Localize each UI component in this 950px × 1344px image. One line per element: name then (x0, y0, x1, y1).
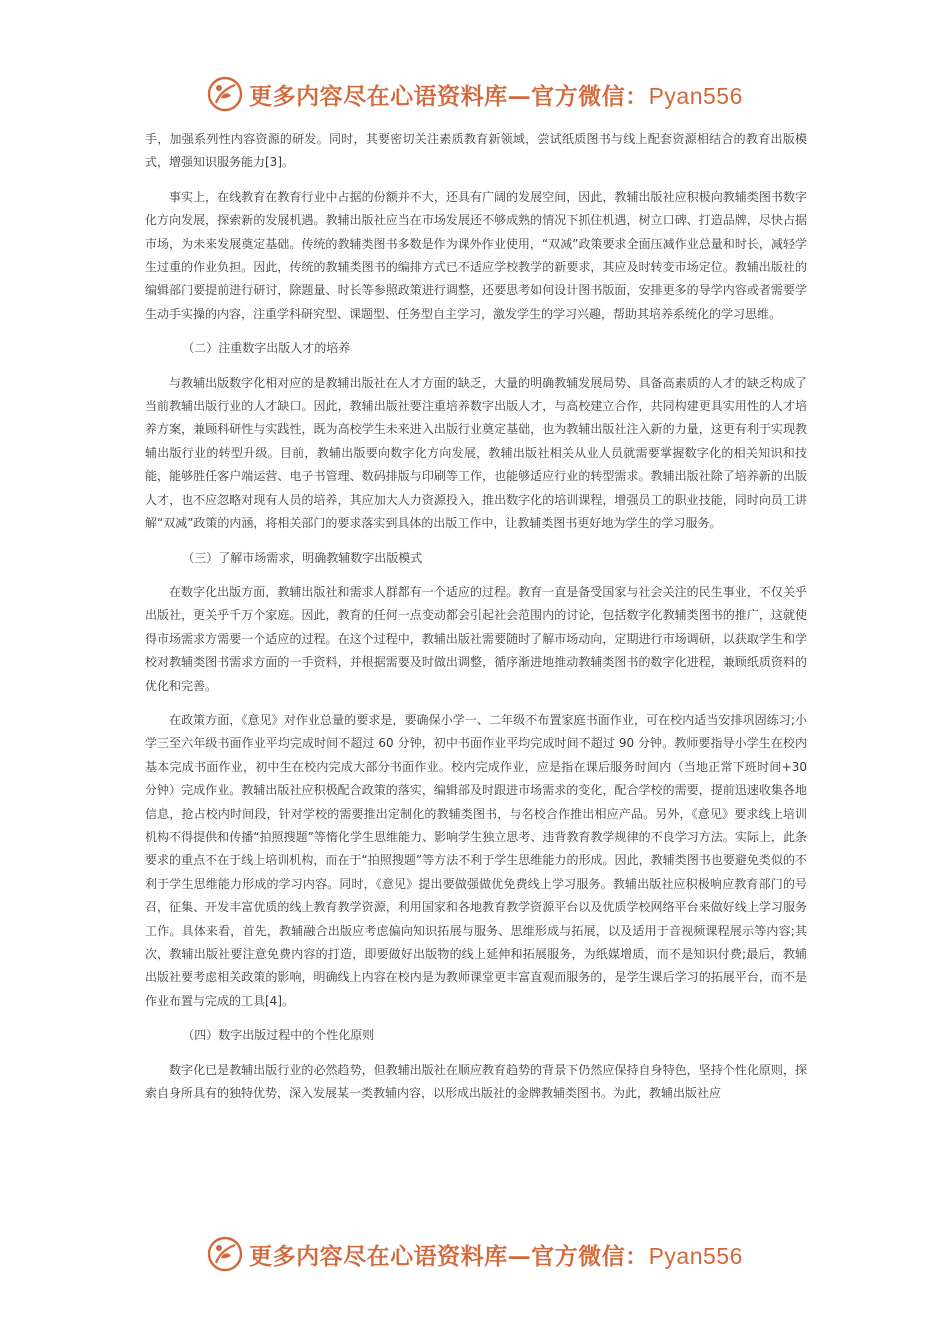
header-banner (0, 74, 950, 114)
banner-text (249, 1238, 743, 1271)
footer-banner (0, 1234, 950, 1274)
paragraph: 与教辅出版数字化相对应的是教辅出版社在人才方面的缺乏，大量的明确教辅发展局势、具备高素质的人才的缺乏构成了当前教辅出版行业的人才缺口。因此，教辅出版社要注重培养数字出版人才，与高校建立合作，共同构建更具实用性的人才培养方案，兼顾科研性与实践性，既为高校学生未来进入出版行业奠定基础，也为教辅出版社注入新的力量，这更有利于实现教辅出版行业的转型升级。目前，教辅出版要向数字化方向发展，教辅出版社相关从业人员就需要掌握数字化的相关知识和技能，能够胜任客户端运营、电子书管理、数码排版与印刷等工作，也能够适应行业的转型需求。教辅出版社除了培养新的出版人才，也不应忽略对现有人员的培养，其应加大人力资源投入，推出数字化的培训课程，增强员工的职业技能，同时向员工讲解“双减”政策的内涵，将相关部门的要求落实到具体的出版工作中，让教辅类图书更好地为学生的学习服务。 (145, 375, 807, 531)
flower-logo-icon (207, 1236, 243, 1272)
document-body (145, 128, 807, 1116)
paragraph: 事实上，在线教育在教育行业中占据的份额并不大，还具有广阔的发展空间，因此，教辅出版社应积极向教辅类图书数字化方向发展，探索新的发展机遇。教辅出版社应当在市场发展还不够成熟的情况下抓住机遇，树立口碑、打造品牌，尽快占据市场，为未来发展奠定基础。传统的教辅类图书多数是作为课外作业使用，“双减”政策要求全面压减作业总量和时长，减轻学生过重的作业负担。因此，传统的教辅类图书的编排方式已不适应学校教学的新要求，其应及时转变市场定位。教辅出版社的编辑部门要提前进行研讨，除题量、时长等参照政策进行调整，还要思考如何设计图书版面，安排更多的导学内容或者需要学生动手实操的内容，注重学科研究型、课题型、任务型自主学习，激发学生的学习兴趣，帮助其培养系统化的学习思维。 (145, 189, 807, 321)
banner-text (249, 78, 743, 111)
paragraph-continued: 手，加强系列性内容资源的研发。同时，其要密切关注素质教育新领域，尝试纸质图书与线上配套资源相结合的教育出版模式，增强知识服务能力[3]。 (145, 132, 807, 170)
paragraph: 在数字化出版方面，教辅出版社和需求人群都有一个适应的过程。教育一直是备受国家与社会关注的民生事业，不仅关乎出版社，更关乎千万个家庭。因此，教育的任何一点变动都会引起社会范围内的讨论，包括数字化教辅类图书的推广，这就使得市场需求方需要一个适应的过程。在这个过程中，教辅出版社需要随时了解市场动向，定期进行市场调研，以获取学生和学校对教辅类图书需求方面的一手资料，并根据需要及时做出调整，循序渐进地推动教辅类图书的数字化进程，兼顾纸质资料的优化和完善。 (145, 584, 807, 693)
banner-title: 更多内容尽在心语资料库—官方微信： (249, 82, 649, 110)
section-heading: （三）了解市场需求，明确教辅数字出版模式 (182, 550, 423, 565)
paragraph: 数字化已是教辅出版行业的必然趋势，但教辅出版社在顺应教育趋势的背景下仍然应保持自身特色，坚持个性化原则，探索自身所具有的独特优势，深入发展某一类教辅内容，以形成出版社的金牌教辅类图书。为此，教辅出版社应 (145, 1062, 807, 1101)
banner-title: 更多内容尽在心语资料库—官方微信： (249, 1242, 649, 1270)
section-heading: （二）注重数字出版人才的培养 (182, 341, 351, 356)
flower-logo-icon (207, 76, 243, 112)
banner-handle: Pyan556 (648, 82, 743, 109)
banner-handle: Pyan556 (648, 1242, 743, 1269)
paragraph: 在政策方面，《意见》对作业总量的要求是，要确保小学一、二年级不布置家庭书面作业，可在校内适当安排巩固练习;小学三至六年级书面作业平均完成时间不超过 60 分钟，初中书面作业平均完成时间不超过 90 分钟。教师要指导小学生在校内基本完成书面作业，初中生在校内完成大部分书面作业。校内完成作业，应是指在课后服务时间内（当地正常下班时间+30 分钟）完成作业。教辅出版社应积极配合政策的落实，编辑部及时跟进市场需求的变化，配合学校的需要，提前迅速收集各地信息，抢占校内时间段，针对学校的需要推出定制化的教辅类图书，与名校合作推出相应产品。另外，《意见》要求线上培训机构不得提供和传播“拍照搜题”等惰化学生思维能力、影响学生独立思考、违背教育教学规律的不良学习方法。实际上，此条要求的重点不在于线上培训机构，而在于“拍照搜题”等方法不利于学生思维能力的形成。因此，教辅类图书也要避免类似的不利于学生思维能力形成的学习内容。同时，《意见》提出要做强做优免费线上学习服务。教辅出版社应积极响应教育部门的号召，征集、开发丰富优质的线上教育教学资源，利用国家和各地教育教学资源平台以及优质学校网络平台来做好线上学习服务工作。具体来看，首先，教辅融合出版应考虑偏向知识拓展与服务、思维形成与拓展，以及适用于音视频课程展示等内容;其次，教辅出版社要注意免费内容的打造，即要做好出版物的线上延伸和拓展服务，为纸媒增质，而不是知识付费;最后，教辅出版社要考虑相关政策的影响，明确线上内容在校内是为教师课堂更丰富直观而服务的，是学生课后学习的拓展平台，而不是作业布置与完成的工具[4]。 (145, 712, 807, 1008)
section-heading: （四）数字出版过程中的个性化原则 (182, 1028, 375, 1043)
